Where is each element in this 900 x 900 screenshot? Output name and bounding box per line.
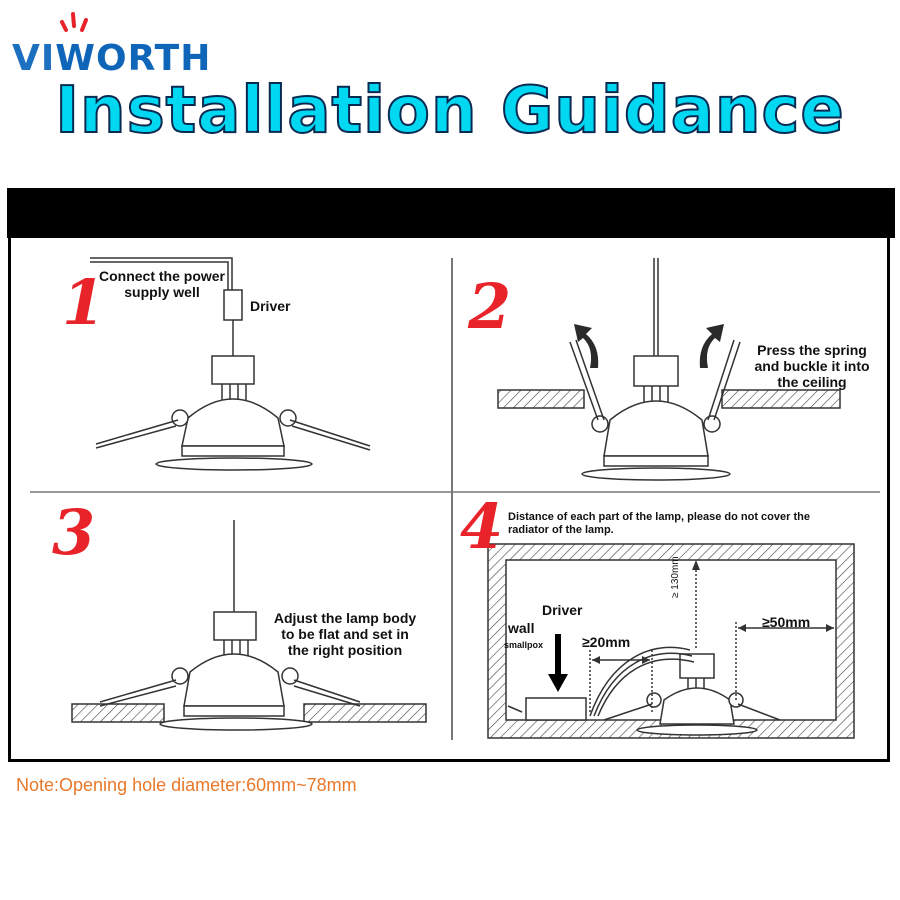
step4-wall-label: wall — [508, 620, 535, 636]
page-title: Installation Guidance — [55, 74, 845, 148]
step2-label: Press the spring and buckle it into the ceiling — [754, 342, 870, 390]
step1-label: Connect the power supply well — [98, 268, 225, 300]
step4-smallpox-label: smallpox — [504, 640, 544, 650]
step4-driver-label: Driver — [542, 602, 583, 618]
step3-label: Adjust the lamp body to be flat and set in the right position — [273, 610, 417, 658]
step4-distance-side: ≥20mm — [582, 634, 631, 650]
step4-distance-top: ≥ 130mm — [670, 556, 681, 598]
step2-number: 2 — [468, 270, 512, 343]
step1-driver-label: Driver — [250, 298, 291, 314]
note-text: Note:Opening hole diameter:60mm~78mm — [16, 775, 357, 795]
driver-down-arrow — [548, 634, 568, 692]
step4-number: 4 — [460, 490, 504, 563]
step3-number: 3 — [52, 496, 96, 569]
step4-distance-right: ≥50mm — [762, 614, 811, 630]
logo-rest: WORTH — [55, 38, 212, 79]
step1-number: 1 — [62, 266, 106, 339]
step4-label: Distance of each part of the lamp, please do not cover the radiator of the lamp. — [508, 511, 810, 536]
logo-prefix: VI — [12, 38, 56, 79]
